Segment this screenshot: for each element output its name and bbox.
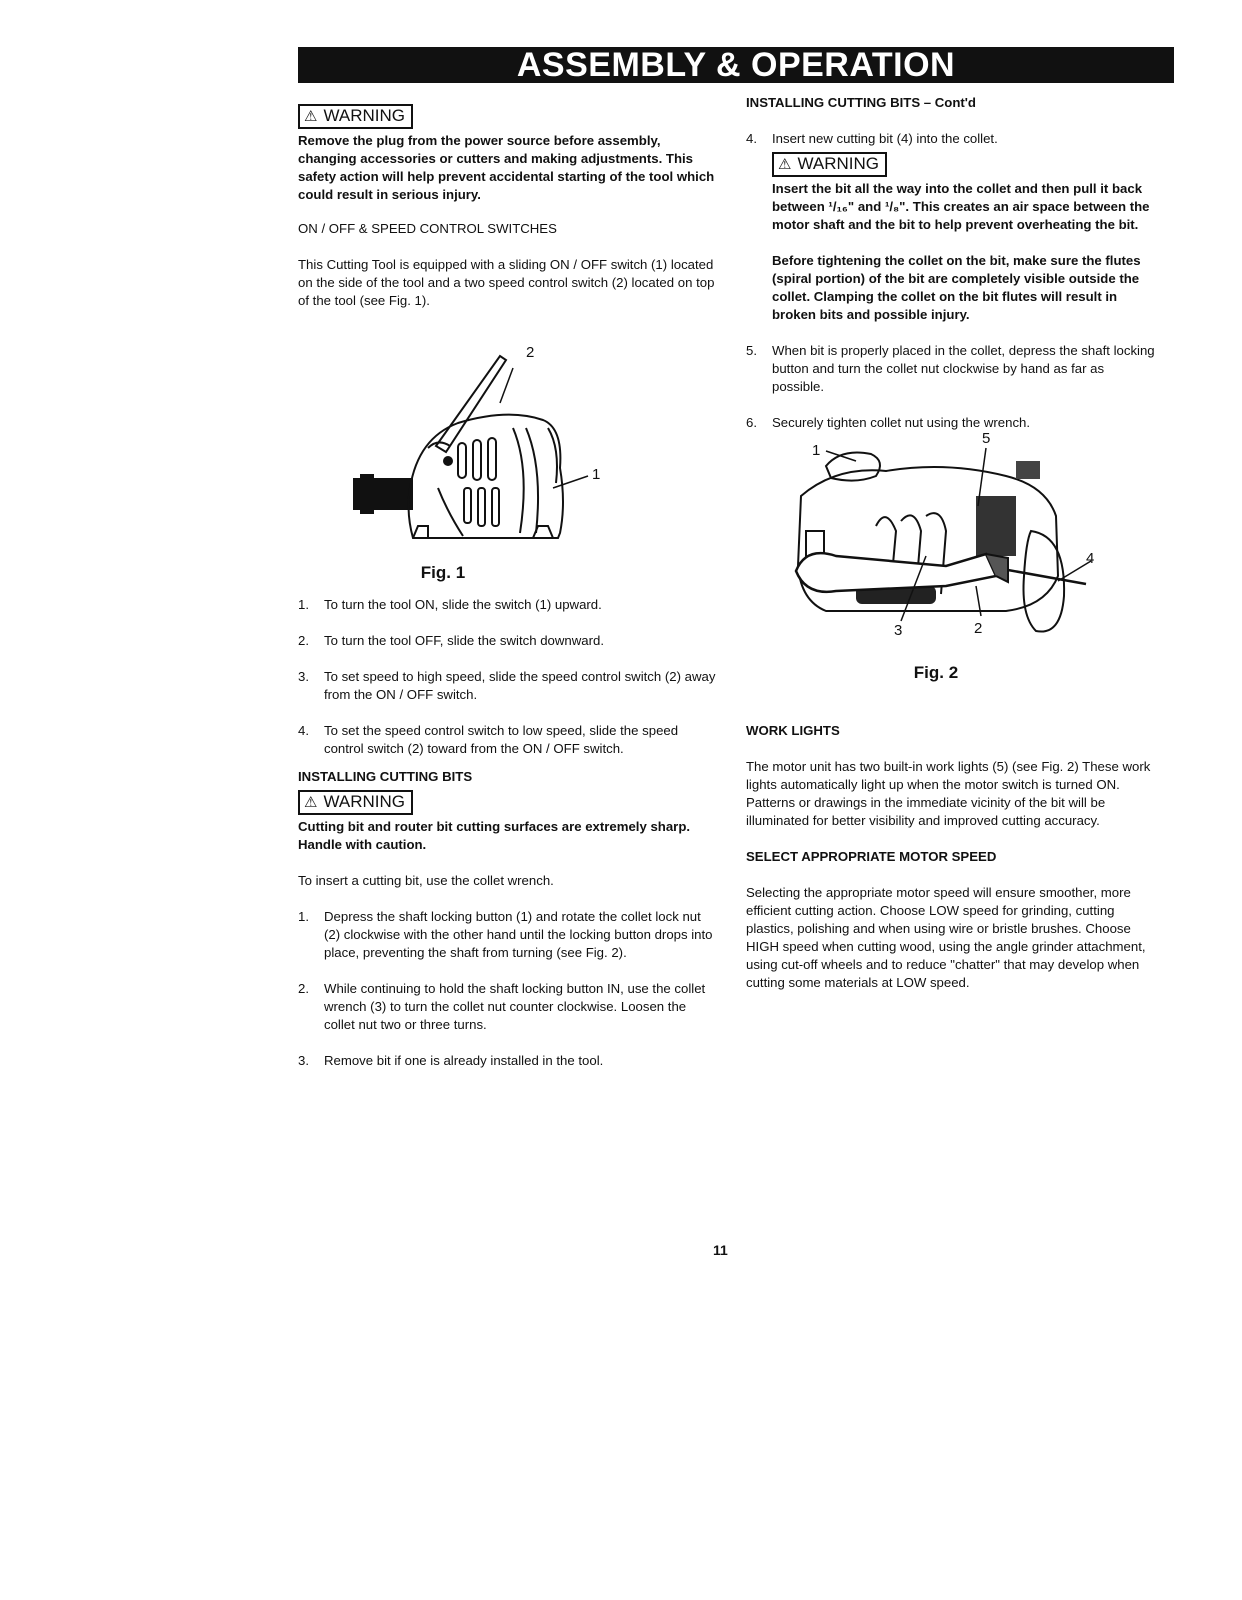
warning-label-1: ⚠ WARNING [298, 104, 413, 129]
warning-text-3: Insert the bit all the way into the collet and then pull it back between ¹/₁₆" and ¹/₈". This creates an air space between the motor shaft and the bit to help prevent overheating the bit. [772, 181, 1150, 232]
fig1-callout-2: 2 [526, 344, 535, 361]
right-column [746, 94, 1156, 1010]
figure-2 [746, 430, 1156, 706]
warning-text-1: Remove the plug from the power source before assembly, changing accessories or cutters and making adjustments. This safety action will help prevent accidental starting of the tool which could result in serious injury. [298, 133, 715, 202]
bits-step-4: 4. Insert new cutting bit (4) into the collet. [746, 131, 998, 146]
fig1-tool-illustration [298, 328, 718, 568]
work-lights-text: The motor unit has two built-in work lights (5) (see Fig. 2) These work lights automatically light up when the motor switch is turned ON. Patterns or drawings in the immediate vicinity of the bit will be illuminated for better visibility and improved cutting accuracy. [746, 759, 1151, 828]
figure-1 [298, 328, 718, 596]
warning-triangle-icon: ⚠ [778, 156, 792, 173]
work-lights-heading: WORK LIGHTS [746, 723, 840, 738]
fig2-callout-2: 2 [974, 620, 983, 637]
bits-step-6: 6. Securely tighten collet nut using the wrench. [746, 415, 1031, 430]
motor-speed-heading: SELECT APPROPRIATE MOTOR SPEED [746, 849, 997, 864]
bits-step-5: 5. When bit is properly placed in the collet, depress the shaft locking button and turn the collet nut clockwise by hand as far as possible. [746, 343, 1155, 394]
fig2-callout-1: 1 [812, 442, 821, 459]
warning-text-2: Cutting bit and router bit cutting surfaces are extremely sharp. Handle with caution. [298, 819, 691, 852]
page-number: 11 [713, 1242, 728, 1258]
warning-label-2: ⚠ WARNING [298, 790, 413, 815]
warning-text-3b: Before tightening the collet on the bit, make sure the flutes (spiral portion) of the bit are completely visible outside the collet. Clamping the collet on the bit flutes will result in broken bits and possible injury. [772, 253, 1141, 322]
fig2-callout-3: 3 [894, 622, 903, 639]
fig2-callout-4: 4 [1086, 550, 1095, 567]
bits-step: 3. Remove bit if one is already installed in the tool. [298, 1053, 604, 1068]
fig1-callout-1: 1 [592, 466, 601, 483]
fig2-tool-illustration [746, 436, 1156, 676]
switch-step: 4. To set the speed control switch to low speed, slide the speed control switch (2) toward from the ON / OFF switch. [298, 723, 679, 756]
switch-step: 3. To set speed to high speed, slide the speed control switch (2) away from the ON / OFF switch. [298, 669, 716, 702]
bits-intro: To insert a cutting bit, use the collet wrench. [298, 873, 554, 888]
warning-triangle-icon: ⚠ [304, 794, 318, 811]
fig2-callout-5: 5 [982, 430, 991, 447]
page-banner-title: ASSEMBLY & OPERATION [298, 47, 1174, 83]
left-column [298, 104, 718, 1088]
warning-label-3: ⚠ WARNING [772, 152, 887, 177]
switch-step: 1. To turn the tool ON, slide the switch (1) upward. [298, 597, 602, 612]
warning-triangle-icon: ⚠ [304, 108, 318, 125]
bits-contd-heading: INSTALLING CUTTING BITS – Cont'd [746, 95, 976, 110]
bits-heading: INSTALLING CUTTING BITS [298, 769, 473, 784]
switch-step: 2. To turn the tool OFF, slide the switch downward. [298, 633, 604, 648]
bits-step: 2. While continuing to hold the shaft locking button IN, use the collet wrench (3) to turn the collet nut counter clockwise. Loosen the collet nut two or three turns. [298, 981, 706, 1032]
bits-step: 1. Depress the shaft locking button (1) and rotate the collet lock nut (2) clockwise with the other hand until the locking button drops into place, preventing the shaft from turning (see Fig. 2). [298, 909, 713, 960]
switches-intro: This Cutting Tool is equipped with a sliding ON / OFF switch (1) located on the side of the tool and a two speed control switch (2) located on top of the tool (see Fig. 1). [298, 257, 715, 308]
fig1-caption: Fig. 1 [420, 563, 466, 582]
switches-heading: ON / OFF & SPEED CONTROL SWITCHES [298, 221, 557, 236]
fig2-caption: Fig. 2 [913, 663, 959, 682]
motor-speed-text: Selecting the appropriate motor speed will ensure smoother, more efficient cutting action. Choose LOW speed for grinding, cutting plastics, polishing and when using wire or bristle brushes. Choose HIGH speed when cutting wood, using the angle grinder attachment, using cut-off wheels and to reduce "chatter" that may develop when cutting some materials at LOW speed. [746, 885, 1146, 990]
